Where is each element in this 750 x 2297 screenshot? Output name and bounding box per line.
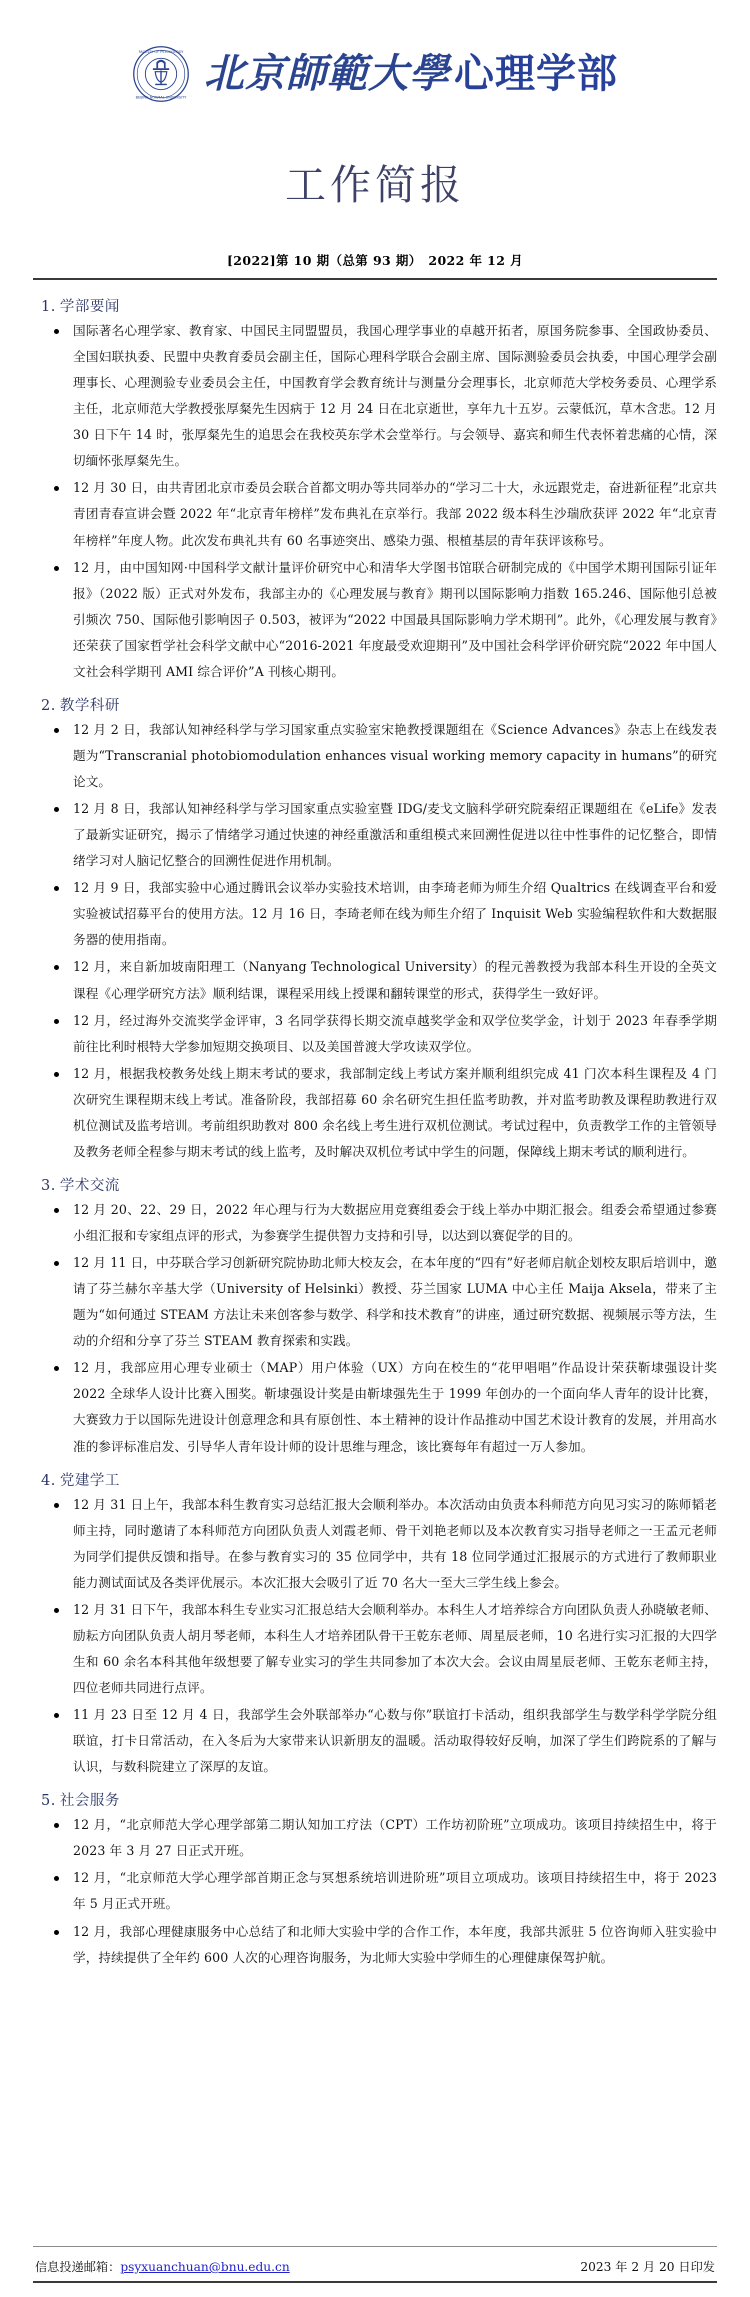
section-xueshujiaoliu (33, 1174, 717, 1460)
list-item: 12 月 2 日，我部认知神经科学与学习国家重点实验室宋艳教授课题组在《Science Advances》杂志上在线发表题为“Transcranial photobiomodulation enhances visual working memory capacity in humans”的研究论文。 (33, 717, 717, 795)
list-item: 12 月，“北京师范大学心理学部第二期认知加工疗法（CPT）工作坊初阶班”立项成功。该项目持续招生中，将于 2023 年 3 月 27 日正式开班。 (33, 1812, 717, 1864)
section-xuebuyaowen (33, 295, 717, 685)
list-item: 12 月，“北京师范大学心理学部首期正念与冥想系统培训进阶班”项目立项成功。该项目持续招生中，将于 2023 年 5 月正式开班。 (33, 1865, 717, 1917)
section-heading (41, 694, 717, 715)
list-item: 12 月 9 日，我部实验中心通过腾讯会议举办实验技术培训，由李琦老师为师生介绍 Qualtrics 在线调查平台和爱实验被试招募平台的使用方法。12 月 16 日，李琦老师在线为师生介绍了 Inquisit Web 实验编程软件和大数据服务器的使用指南。 (33, 875, 717, 953)
svg-text:BEIJING NORMAL UNIVERSITY: BEIJING NORMAL UNIVERSITY (135, 95, 187, 100)
bullet-list (33, 717, 717, 1165)
section-heading (41, 1174, 717, 1195)
list-item: 12 月 30 日，由共青团北京市委员会联合首都文明办等共同举办的“学习二十大，永远跟党走，奋进新征程”北京共青团青春宣讲会暨 2022 年“北京青年榜样”发布典礼在京举行。我部 2022 级本科生沙瑞欣获评 2022 年“北京青年榜样”年度人物。此次发布典礼共有 60 名事迹突出、感染力强、根植基层的青年获评该称号。 (33, 475, 717, 553)
section-number: 2. (41, 697, 56, 714)
list-item: 12 月 20、22、29 日，2022 年心理与行为大数据应用竞赛组委会于线上举办中期汇报会。组委会希望通过参赛小组汇报和专家组点评的形式，为参赛学生提供智力支持和引导，以达到以赛促学的目的。 (33, 1197, 717, 1249)
footer-divider-bottom (33, 2281, 717, 2283)
section-jiaoxuekeyan (33, 694, 717, 1165)
list-item: 12 月，我部应用心理专业硕士（MAP）用户体验（UX）方向在校生的“花甲唱唱”作品设计荣获靳埭强设计奖 2022 全球华人设计比赛入围奖。靳埭强设计奖是由靳埭强先生于 1999 年创办的一个面向华人青年的设计比赛，大赛致力于以国际先进设计创意理念和具有原创性、本土精神的设计作品推动中国艺术设计教育的发展，并用高水准的参评标准启发、引导华人青年设计师的设计思维与理念，该比赛每年有超过一万人参加。 (33, 1355, 717, 1459)
section-number: 5. (41, 1793, 56, 1810)
section-title: 学部要闻 (59, 299, 120, 315)
section-title: 教学科研 (59, 697, 120, 714)
footer-row (33, 2255, 717, 2281)
list-item: 12 月 11 日，中芬联合学习创新研究院协助北师大校友会，在本年度的“四有”好老师启航企划校友职后培训中，邀请了芬兰赫尔辛基大学（University of Helsinki）教授、芬兰国家 LUMA 中心主任 Maija Aksela，带来了主题为“如何通过 STEAM 方法让未来创客参与数学、科学和技术教育”的讲座，通过研究数据、视频展示等方法，生动的介绍和分享了芬兰 STEAM 教育探索和实践。 (33, 1250, 717, 1354)
list-item: 12 月 8 日，我部认知神经科学与学习国家重点实验室暨 IDG/麦戈文脑科学研究院秦绍正课题组在《eLife》发表了最新实证研究，揭示了情绪学习通过快速的神经重激活和重组模式来回溯性促进以往中性事件的记忆整合，即情绪学习对人脑记忆整合的回溯性促进作用机制。 (33, 796, 717, 874)
bullet-list (33, 1492, 717, 1781)
list-item: 12 月，由中国知网·中国科学文献计量评价研究中心和清华大学图书馆联合研制完成的《中国学术期刊国际引证年报》（2022 版）正式对外发布，我部主办的《心理发展与教育》期刊以国际影响力指数 165.246、国际他引总被引频次 750、国际他引影响因子 0.503，被评为“2022 中国最具国际影响力学术期刊”。此外，《心理发展与教育》还荣获了国家哲学社会科学文献中心“2016-2021 年度最受欢迎期刊”及中国社会科学评价研究院“2022 年中国人文社会科学期刊 AMI 综合评价”A 刊核心期刊。 (33, 555, 717, 685)
footer-email-label: 信息投递邮箱： (35, 2260, 121, 2274)
bullet-list (33, 318, 717, 685)
footer-divider-top (33, 2246, 717, 2247)
wordmark-calligraphy: 北京師範大學 (204, 50, 450, 97)
section-title: 社会服务 (59, 1793, 120, 1810)
section-shehuifuwu (33, 1789, 717, 1970)
list-item: 12 月，我部心理健康服务中心总结了和北师大实验中学的合作工作，本年度，我部共派驻 5 位咨询师入驻实验中学，持续提供了全年约 600 人次的心理咨询服务，为北师大实验中学师生的心理健康保驾护航。 (33, 1919, 717, 1971)
newsletter-body (33, 280, 717, 2246)
list-item: 11 月 23 日至 12 月 4 日，我部学生会外联部举办“心数与你”联谊打卡活动，组织我部学生与数学科学学院分组联谊，打卡日常活动，在入冬后为大家带来认识新朋友的温暖。活动取得较好反响，加深了学生们跨院系的了解与认识，与数科院建立了深厚的友谊。 (33, 1702, 717, 1780)
wordmark-department: 心理学部 (454, 51, 618, 97)
page-footer (33, 2246, 717, 2297)
list-item: 国际著名心理学家、教育家、中国民主同盟盟员，我国心理学事业的卓越开拓者，原国务院参事、全国政协委员、全国妇联执委、民盟中央教育委员会副主任，国际心理科学联合会副主席、国际测验委员会执委，中国心理学会副理事长、心理测验专业委员会主任，中国教育学会教育统计与测量分会理事长，北京师范大学校务委员、心理学系主任，北京师范大学教授张厚粲先生因病于 12 月 24 日在北京逝世，享年九十五岁。云蒙低沉，草木含悲。12 月 30 日下午 14 时，张厚粲先生的追思会在我校英东学术会堂举行。与会领导、嘉宾和师生代表怀着悲痛的心情，深切缅怀张厚粲先生。 (33, 318, 717, 474)
footer-contact (35, 2258, 290, 2275)
bullet-list (33, 1812, 717, 1970)
svg-text:FACULTY OF PSYCHOLOGY: FACULTY OF PSYCHOLOGY (138, 50, 184, 55)
section-title: 党建学工 (59, 1472, 120, 1489)
list-item: 12 月，来自新加坡南阳理工（Nanyang Technological University）的程元善教授为我部本科生开设的全英文课程《心理学研究方法》顺利结课，课程采用线上授课和翻转课堂的形式，获得学生一致好评。 (33, 954, 717, 1006)
footer-email-link[interactable]: psyxuanchuan@bnu.edu.cn (120, 2260, 290, 2274)
organization-wordmark (204, 50, 618, 97)
issue-line: [2022]第 10 期（总第 93 期） 2022 年 12 月 (226, 253, 523, 268)
bullet-list (33, 1197, 717, 1460)
list-item: 12 月 31 日下午，我部本科生专业实习汇报总结大会顺利举办。本科生人才培养综合方向团队负责人孙晓敏老师、励耘方向团队负责人胡月琴老师，本科生人才培养团队骨干王乾东老师、周星辰老师，10 名进行实习汇报的大四学生和 60 余名本科其他年级想要了解专业实习的学生共同参加了本次大会。会议由周星辰老师、王乾东老师主持，四位老师共同进行点评。 (33, 1597, 717, 1701)
footer-print-date: 2023 年 2 月 20 日印发 (580, 2260, 715, 2274)
list-item: 12 月 31 日上午，我部本科生教育实习总结汇报大会顺利举办。本次活动由负责本科师范方向见习实习的陈师韬老师主持，同时邀请了本科师范方向团队负责人刘霞老师、骨干刘艳老师以及本次教育实习指导老师之一王孟元老师为同学们提供反馈和指导。在参与教育实习的 35 位同学中，共有 18 位同学通过汇报展示的方式进行了教师职业能力测试面试及各类评优展示。本次汇报大会吸引了近 70 名大一至大三学生线上参会。 (33, 1492, 717, 1596)
section-number: 4. (41, 1472, 56, 1489)
section-title: 学术交流 (59, 1177, 120, 1194)
masthead (33, 0, 717, 100)
list-item: 12 月，根据我校教务处线上期末考试的要求，我部制定线上考试方案并顺利组织完成 41 门次本科生课程及 4 门次研究生课程期末线上考试。准备阶段，我部招募 60 余名研究生担任监考助教，并对监考助教及课程助教进行双机位测试及监考培训。考前组织助教对 800 余名线上考生进行双机位测试。考试过程中，负责教学工作的主管领导及教务老师全程参与期末考试的线上监考，及时解决双机位考试中学生的问题，保障线上期末考试的顺利进行。 (33, 1061, 717, 1165)
section-number: 3. (41, 1177, 56, 1194)
section-dangjianxuegong (33, 1469, 717, 1781)
page-title: 工作简报 (285, 161, 465, 209)
section-number: 1. (41, 299, 56, 315)
university-seal-icon (132, 45, 190, 103)
section-heading (41, 1469, 717, 1490)
section-heading (41, 295, 717, 316)
section-heading (41, 1789, 717, 1810)
list-item: 12 月，经过海外交流奖学金评审，3 名同学获得长期交流卓越奖学金和双学位奖学金，计划于 2023 年春季学期前往比利时根特大学参加短期交换项目、以及美国普渡大学攻读双学位。 (33, 1008, 717, 1060)
